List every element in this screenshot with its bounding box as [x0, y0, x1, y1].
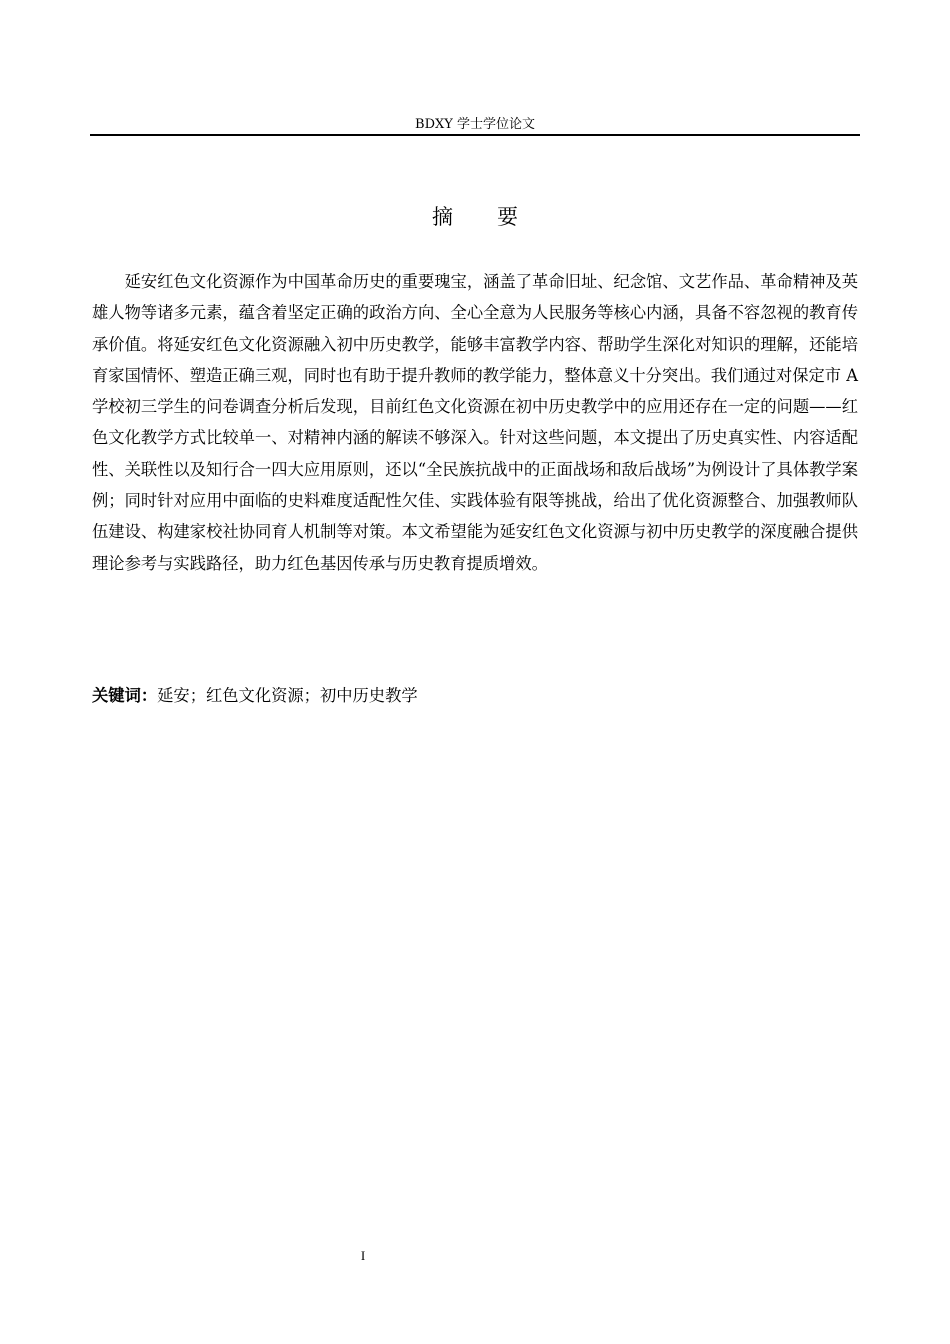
- header-rule: [90, 134, 860, 136]
- running-header: BDXY 学士学位论文: [415, 117, 535, 132]
- keywords-line: [92, 682, 858, 710]
- keywords-label: 关键词：: [92, 686, 158, 705]
- page-number: I: [360, 1248, 366, 1263]
- abstract-body: 延安红色文化资源作为中国革命历史的重要瑰宝，涵盖了革命旧址、纪念馆、文艺作品、革命精神及英雄人物等诸多元素，蕴含着坚定正确的政治方向、全心全意为人民服务等核心内涵，具备不容忽视的教育传承价值。将延安红色文化资源融入初中历史教学，能够丰富教学内容、帮助学生深化对知识的理解，还能培育家国情怀、塑造正确三观，同时也有助于提升教师的教学能力，整体意义十分突出。我们通过对保定市 A 学校初三学生的问卷调查分析后发现，目前红色文化资源在初中历史教学中的应用还存在一定的问题——红色文化教学方式比较单一、对精神内涵的解读不够深入。针对这些问题，本文提出了历史真实性、内容适配性、关联性以及知行合一四大应用原则，还以“全民族抗战中的正面战场和敌后战场”为例设计了具体教学案例；同时针对应用中面临的史料难度适配性欠佳、实践体验有限等挑战，给出了优化资源整合、加强教师队伍建设、构建家校社协同育人机制等对策。本文希望能为延安红色文化资源与初中历史教学的深度融合提供理论参考与实践路径，助力红色基因传承与历史教育提质增效。: [92, 272, 858, 573]
- abstract-title: 摘要: [432, 205, 562, 229]
- keywords-value: 延安；红色文化资源；初中历史教学: [157, 686, 418, 705]
